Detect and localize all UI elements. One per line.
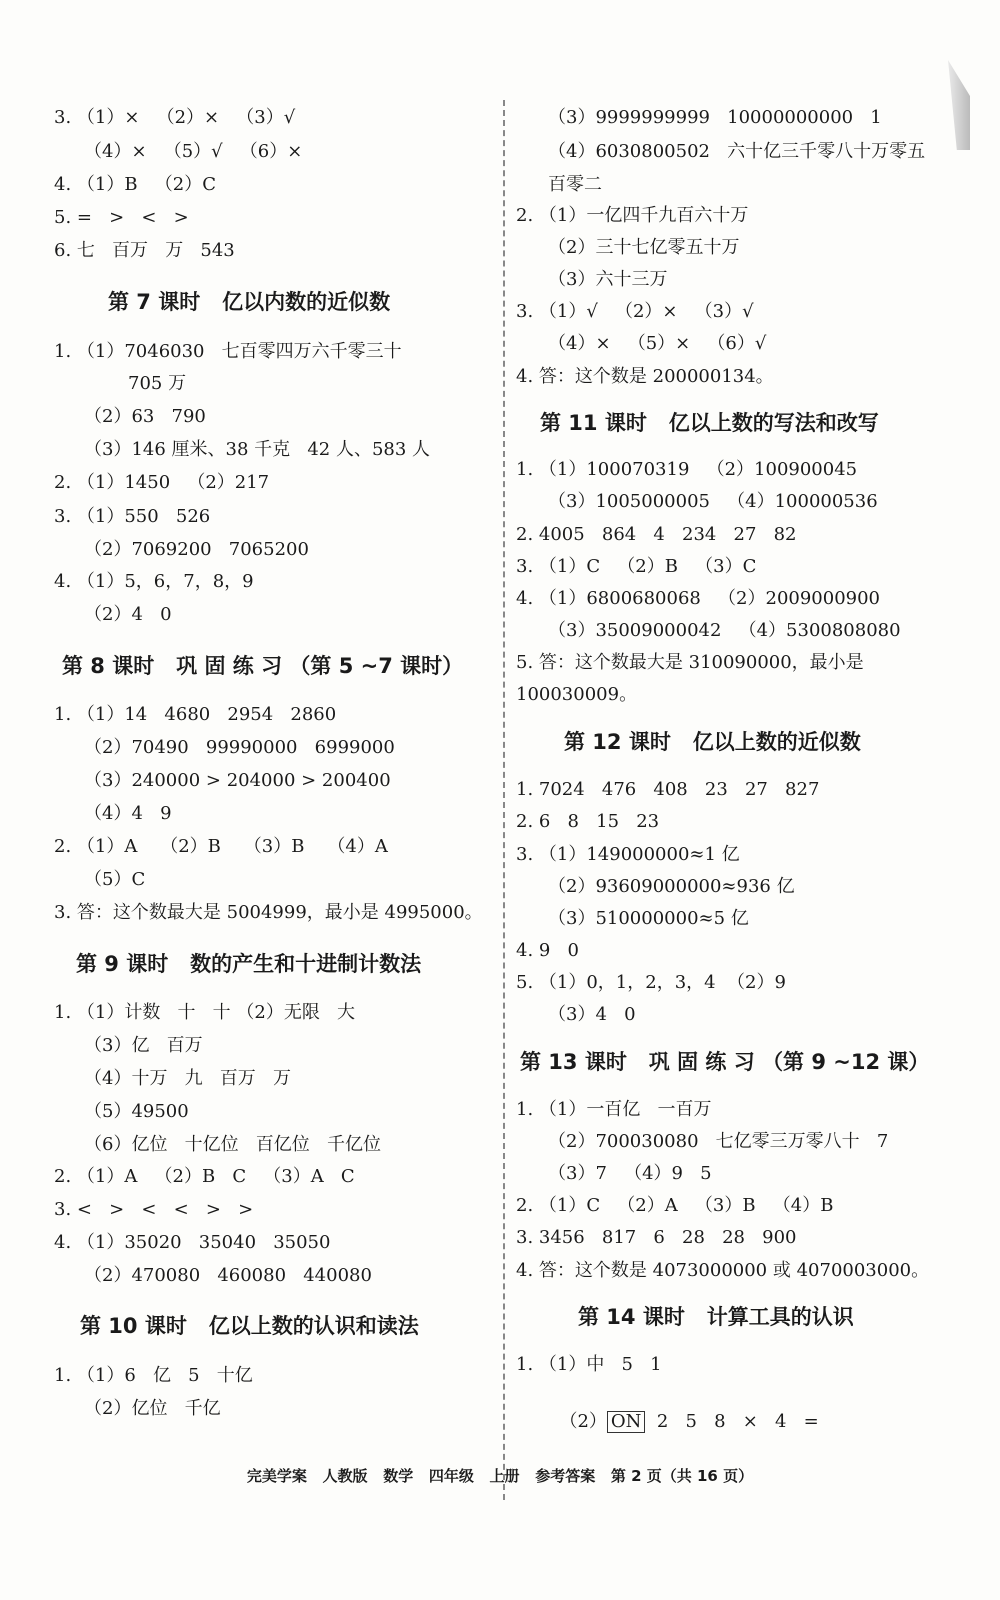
answer-line: （4）× （5）× （6）√ — [548, 333, 767, 354]
answer-line: （5）49500 — [84, 1101, 189, 1122]
calculator-key-line — [548, 1386, 819, 1434]
answer-line: （4）× （5）√ （6）× — [84, 141, 303, 162]
answer-line: 5. （1）0，1，2，3，4 （2）9 — [516, 972, 786, 993]
answer-line: 3. < > < < > > — [54, 1199, 254, 1220]
answer-line: （3）9999999999 10000000000 1 — [548, 107, 882, 128]
answer-line: （3）7 （4）9 5 — [548, 1163, 712, 1184]
answer-line: 3. （1）√ （2）× （3）√ — [516, 301, 754, 322]
answer-line: （3）35009000042 （4）5300808080 — [548, 620, 901, 641]
answer-line: 2. 4005 864 4 234 27 82 — [516, 524, 797, 545]
answer-line: （2）700030080 七亿零三万零八十 7 — [548, 1131, 889, 1152]
answer-line: （3）240000 > 204000 > 200400 — [84, 770, 391, 791]
answer-line: 4. 答：这个数是 4073000000 或 4070003000。 — [516, 1260, 930, 1281]
answer-line: 2. （1）一亿四千九百六十万 — [516, 205, 749, 226]
answer-line: 4. （1）6800680068 （2）2009000900 — [516, 588, 881, 609]
answer-line: 4. 9 0 — [516, 940, 579, 961]
answer-line: 2. （1）A （2）B （3）B （4）A — [54, 836, 388, 857]
page-footer: 完美学案 人教版 数学 四年级 上册 参考答案 第 2 页（共 16 页） — [246, 1467, 754, 1485]
answer-line: （3）4 0 — [548, 1004, 636, 1025]
answer-line: 1. （1）100070319 （2）100900045 — [516, 459, 858, 480]
answer-line: 1. 7024 476 408 23 27 827 — [516, 779, 820, 800]
answer-line: 6. 七 百万 万 543 — [54, 240, 235, 261]
answer-line: 3. （1）149000000≈1 亿 — [516, 844, 740, 865]
lesson-heading: 第 7 课时 亿以内数的近似数 — [108, 290, 391, 314]
answer-line: 2. （1）1450 （2）217 — [54, 472, 270, 493]
answer-line: 2. 6 8 15 23 — [516, 811, 660, 832]
line-suffix: 2 5 8 × 4 = — [645, 1411, 819, 1432]
answer-line: （3）146 厘米、38 千克 42 人、583 人 — [84, 439, 431, 460]
answer-line: 1. （1）7046030 七百零四万六千零三十 — [54, 341, 402, 362]
answer-line: 100030009。 — [516, 684, 638, 705]
lesson-heading: 第 11 课时 亿以上数的写法和改写 — [540, 411, 879, 435]
answer-line: 4. （1）5，6，7，8，9 — [54, 571, 254, 592]
answer-line: 3. 3456 817 6 28 28 900 — [516, 1227, 797, 1248]
answer-line: 1. （1）6 亿 5 十亿 — [54, 1365, 253, 1386]
lesson-heading: 第 10 课时 亿以上数的认识和读法 — [80, 1314, 419, 1338]
lesson-heading: 第 8 课时 巩 固 练 习 （第 5 ~7 课时） — [62, 654, 464, 678]
answer-line: 705 万 — [128, 373, 187, 394]
answer-line: 4. （1）35020 35040 35050 — [54, 1232, 331, 1253]
answer-line: （2）4 0 — [84, 604, 172, 625]
answer-line: 3. （1）× （2）× （3）√ — [54, 107, 296, 128]
answer-line: （2）三十七亿零五十万 — [548, 237, 740, 258]
answer-line: 2. （1）C （2）A （3）B （4）B — [516, 1195, 834, 1216]
answer-line: （4）6030800502 六十亿三千零八十万零五 — [548, 141, 926, 162]
answer-line: 1. （1）14 4680 2954 2860 — [54, 704, 337, 725]
answer-line: 3. （1）550 526 — [54, 506, 211, 527]
lesson-heading: 第 14 课时 计算工具的认识 — [578, 1305, 854, 1329]
lesson-heading: 第 12 课时 亿以上数的近似数 — [564, 730, 861, 754]
lesson-heading: 第 9 课时 数的产生和十进制计数法 — [76, 952, 422, 976]
answer-line: （2）63 790 — [84, 406, 206, 427]
answer-line: （2）亿位 千亿 — [84, 1398, 221, 1419]
answer-line: 2. （1）A （2）B C （3）A C — [54, 1166, 355, 1187]
answer-line: （3）六十三万 — [548, 269, 668, 290]
lesson-heading: 第 13 课时 巩 固 练 习 （第 9 ~12 课） — [520, 1050, 930, 1074]
answer-line: 4. 答：这个数是 200000134。 — [516, 366, 774, 387]
answer-line: （2）70490 99990000 6999000 — [84, 737, 395, 758]
line-prefix: （2） — [559, 1411, 607, 1432]
answer-line: 5. = > < > — [54, 207, 189, 228]
answer-line: 4. （1）B （2）C — [54, 174, 216, 195]
answer-line: 3. 答：这个数最大是 5004999，最小是 4995000。 — [54, 902, 483, 923]
answer-line: 1. （1）一百亿 一百万 — [516, 1099, 712, 1120]
answer-line: 1. （1）中 5 1 — [516, 1354, 662, 1375]
page-curl — [948, 60, 970, 150]
answer-line: （3）510000000≈5 亿 — [548, 908, 749, 929]
answer-line: （3）1005000005 （4）100000536 — [548, 491, 878, 512]
answer-line: （4）4 9 — [84, 803, 172, 824]
answer-line: （2）93609000000≈936 亿 — [548, 876, 795, 897]
column-divider — [503, 100, 505, 1500]
answer-line: 百零二 — [548, 174, 602, 195]
answer-line: （3）亿 百万 — [84, 1035, 203, 1056]
answer-line: 3. （1）C （2）B （3）C — [516, 556, 757, 577]
on-key-box: ON — [607, 1411, 646, 1433]
answer-line: （2）470080 460080 440080 — [84, 1265, 372, 1286]
answer-line: （6）亿位 十亿位 百亿位 千亿位 — [84, 1134, 381, 1155]
answer-line: （4）十万 九 百万 万 — [84, 1068, 291, 1089]
answer-line: 1. （1）计数 十 十 （2）无限 大 — [54, 1002, 356, 1023]
answer-line: （5）C — [84, 869, 146, 890]
answer-line: （2）7069200 7065200 — [84, 539, 309, 560]
answer-line: 5. 答：这个数最大是 310090000，最小是 — [516, 652, 864, 673]
